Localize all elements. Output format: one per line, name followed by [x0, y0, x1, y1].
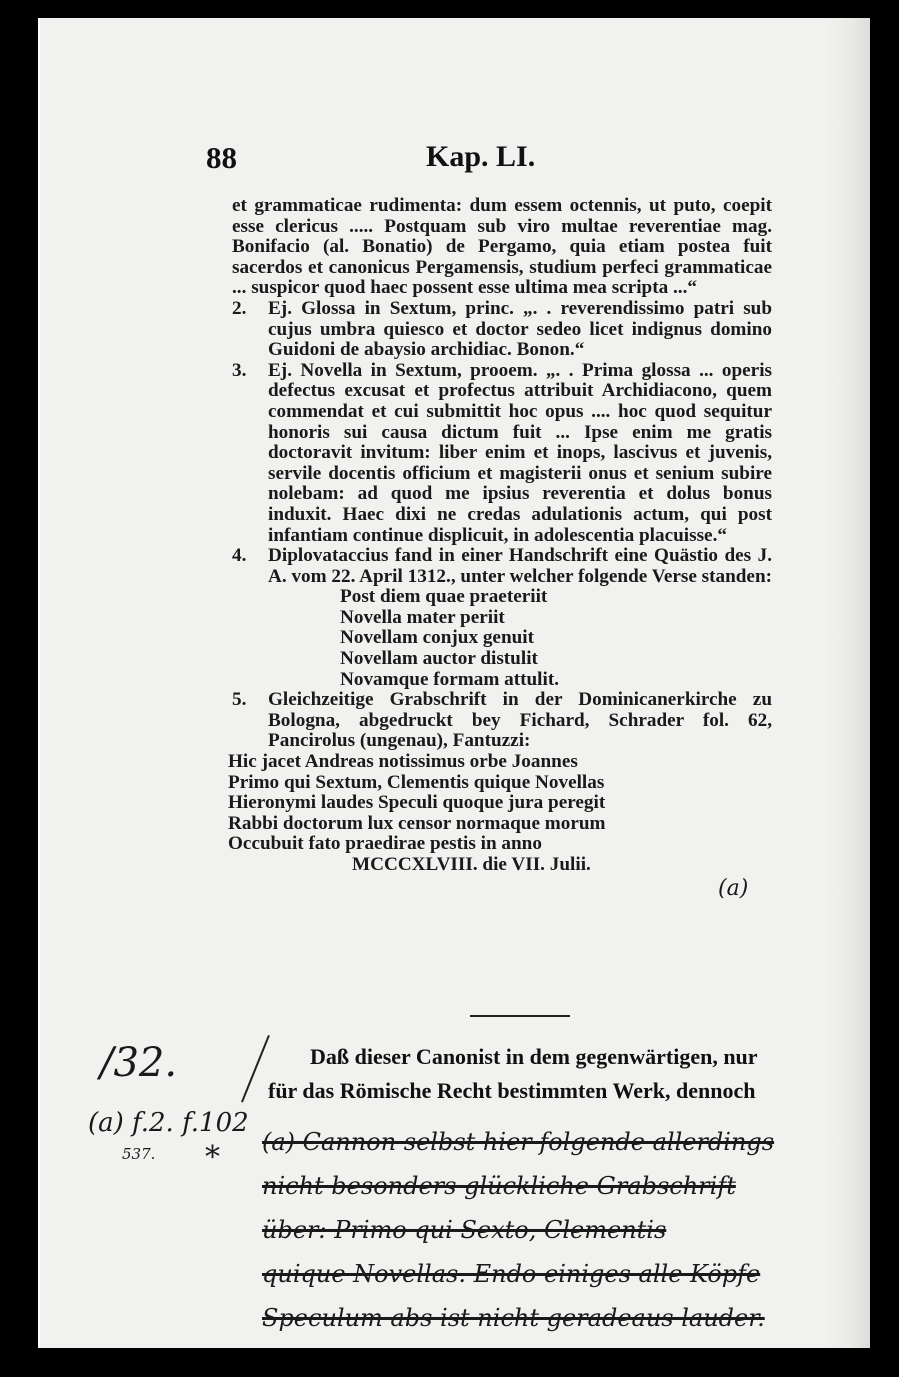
section-divider: [470, 1015, 570, 1021]
struck-handwritten-note: [262, 1120, 782, 1340]
verse-line: Novellam auctor distulit: [340, 648, 538, 670]
page-header: [0, 140, 899, 180]
item-number: 5.: [232, 689, 247, 711]
verse-line: Novella mater periit: [340, 606, 505, 628]
continuation-line: Daß dieser Canonist in dem gegenwärtigen, nur: [310, 1044, 758, 1069]
epitaph-line: Hic jacet Andreas notissimus orbe Joannes: [228, 751, 578, 773]
item-number: 3.: [232, 359, 247, 381]
epitaph-date: MCCCXLVIII. die VII. Julii.: [352, 854, 591, 875]
item-text: Gleichzeitige Grabschrift in der Dominicanerkirche zu Bologna, abgedruckt bey Fichard, Schrader fol. 62, Pancirolus (ungenau), Fantuzzi:: [268, 689, 772, 752]
epitaph-line: Occubuit fato praedirae pestis in anno: [228, 833, 542, 855]
epitaph-line: Hieronymi laudes Speculi quoque jura peregit: [228, 792, 606, 814]
epitaph-block: [228, 752, 772, 876]
handwritten-margin-number: /32.: [100, 1040, 178, 1086]
item-number: 2.: [232, 297, 247, 319]
handwritten-asterisk: *: [205, 1140, 220, 1175]
handwritten-margin-reference: (a) f.2. f.102: [88, 1108, 249, 1138]
struck-line: über: Primo qui Sexto, Clementis: [262, 1216, 667, 1244]
list-item: [232, 361, 772, 546]
item-text: Diplovataccius fand in einer Handschrift eine Quästio des J. A. vom 22. April 1312., unter welcher folgende Verse standen:: [268, 545, 773, 587]
running-title: Kap. LI.: [426, 140, 536, 173]
list-item: [232, 546, 772, 587]
continuation-line: für das Römische Recht bestimmten Werk, dennoch: [268, 1078, 756, 1103]
verse-line: Post diem quae praeteriit: [340, 586, 548, 608]
list-item: [232, 690, 772, 752]
verse-line: Novellam conjux genuit: [340, 627, 535, 649]
struck-line: quique Novellas. Endo einiges alle Köpfe: [262, 1260, 761, 1288]
item-text: Ej. Glossa in Sextum, princ. „. . reverendissimo patri sub cujus umbra quiesco et doctor sedeo licet indignus domino Guidoni de abaysio archidiac. Bonon.“: [268, 297, 772, 361]
verse-line: Novamque formam attulit.: [340, 668, 560, 690]
intro-paragraph: et grammaticae rudimenta: dum essem octennis, ut puto, coepit esse clericus ..... Postquam sub viro multae reverentiae mag. Bonifacio (al. Bonatio) de Pergamo, quia etiam postea fuit sacerdos et canonicus Pergamensis, studium perfeci grammaticae ... suspicor quod haec possent esse ultima mea scripta ...“: [232, 195, 772, 299]
continuation-text: [268, 1040, 788, 1108]
page-number: 88: [206, 140, 237, 175]
handwritten-insert-mark: (a): [718, 876, 749, 901]
item-number: 4.: [232, 545, 247, 567]
struck-line: (a) Cannon selbst hier folgende allerdings: [262, 1128, 775, 1156]
verse-block: [232, 587, 772, 690]
list-item: [232, 299, 772, 361]
epitaph-line: Primo qui Sextum, Clementis quique Novellas: [228, 771, 605, 793]
main-text: [228, 195, 773, 876]
page-edge-shadow: [825, 18, 870, 1348]
struck-line: Speculum abs ist nicht geradeaus lauder.: [262, 1304, 765, 1332]
epitaph-line: Rabbi doctorum lux censor normaque morum: [228, 812, 606, 834]
item-text: Ej. Novella in Sextum, prooem. „. . Prima glossa ... operis defectus excusat et profectus attribuit Archidiacono, quem commendat et cui submittit hoc opus .... hoc quod sequitur honoris sui causa dictum fuit ... Ipse enim me gratis doctoravit invitum: liber enim et inops, lascivus et juvenis, servile docentis officium et magisterii onus et senium subire nolebam: ad quod me ipsius reverentia et dolus bonus induxit. Haec dixi ne credas adulationis actum, qui post infantiam continue displicuit, in adolescentia placuisse.“: [268, 359, 772, 546]
struck-line: nicht besonders glückliche Grabschrift: [262, 1172, 736, 1200]
handwritten-margin-reference-small: 537.: [122, 1145, 156, 1163]
